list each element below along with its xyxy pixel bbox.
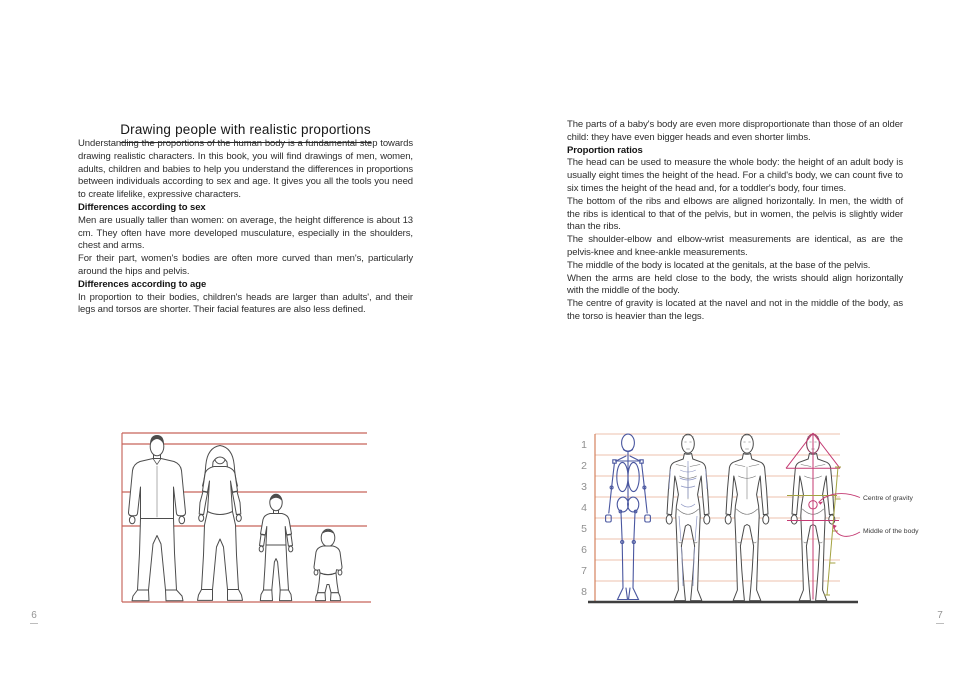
scale-number-7: 7	[581, 565, 587, 577]
right-page-number	[930, 610, 950, 624]
outline-figure	[725, 434, 769, 600]
scale-number-1: 1	[581, 439, 587, 451]
middle-of-body-leader-line	[833, 525, 860, 537]
intro-paragraph: Understanding the proportions of the human body is a fundamental step towards drawing realistic characters. In this book, you will find drawings of men, women, adults, children and babies to help you understand the differences in proportions between individuals according to sex and age. It gives you all the tools you need to create lifelike, expressive characters.	[78, 138, 413, 201]
proportion-diagram-illustration	[572, 420, 967, 615]
sex-paragraph-2: For their part, women's bodies are often more curved than men's, particularly around the hips and pelvis.	[78, 253, 413, 277]
centre-of-gravity-leader-line	[819, 494, 861, 503]
baby-paragraph: The parts of a baby's body are even more disproportionate than those of an older child: they have even bigger heads and even shorter limbs.	[567, 119, 903, 143]
ratios-paragraph-5: When the arms are held close to the body, the wrists should align horizontally with the middle of the body.	[567, 272, 903, 297]
boy-figure	[259, 494, 293, 600]
ratios-paragraph-4: The middle of the body is located at the genitals, at the base of the pelvis.	[567, 259, 871, 271]
sex-paragraph-1: Men are usually taller than women: on average, the height difference is about 13 cm. They often have more developed musculature, especially in the shoulders, chest and arms.	[78, 214, 413, 252]
right-page-number-value: 7	[937, 610, 943, 621]
family-height-chart-illustration	[95, 420, 425, 610]
scale-number-5: 5	[581, 523, 587, 535]
page-title: Drawing people with realistic proportions	[78, 121, 413, 138]
head-scale-numbers	[581, 439, 587, 598]
ratios-paragraph-6: The centre of gravity is located at the navel and not in the middle of the body, as the torso is heavier than the legs.	[567, 298, 903, 322]
left-page-number-value: 6	[31, 610, 37, 621]
page-number-rule	[936, 623, 944, 624]
ratios-paragraph-1: The head can be used to measure the whole body: the height of an adult body is usually eight times the height of the head. For a child's body, we can count five to six times the height of the head and, for a toddler's body, four times.	[567, 157, 903, 194]
left-page-number	[24, 610, 44, 624]
left-page-text-column	[78, 121, 413, 317]
ratios-paragraph-2: The bottom of the ribs and elbows are aligned horizontally. In men, the width of the ribs is identical to that of the pelvis, but in women, the pelvis is slightly wider than the ribs.	[567, 195, 903, 233]
right-page-text-column	[567, 119, 903, 324]
construction-figure	[786, 433, 841, 601]
section-heading-sex: Differences according to sex	[78, 201, 206, 213]
centre-of-gravity-label: Centre of gravity	[863, 495, 913, 502]
skeleton-figure	[606, 434, 651, 599]
age-paragraph: In proportion to their bodies, children's heads are larger than adults', and their legs and torsos are shorter. Their facial features are also less defined.	[78, 291, 413, 316]
anatomy-figure	[666, 434, 710, 600]
man-figure	[128, 435, 185, 601]
ratios-paragraph-3: The shoulder-elbow and elbow-wrist measurements are identical, as are the pelvis-knee and knee-ankle measurements.	[567, 234, 903, 258]
section-heading-age: Differences according to age	[78, 278, 207, 290]
toddler-figure	[314, 529, 342, 600]
scale-number-2: 2	[581, 460, 587, 472]
section-heading-ratios: Proportion ratios	[567, 144, 643, 156]
scale-number-4: 4	[581, 502, 587, 514]
scale-number-3: 3	[581, 481, 587, 493]
middle-of-body-label: Middle of the body	[863, 528, 919, 535]
page-number-rule	[30, 623, 38, 624]
scale-number-6: 6	[581, 544, 587, 556]
scale-number-8: 8	[581, 586, 587, 598]
woman-figure	[198, 446, 243, 601]
middle-of-body-arrowhead	[833, 525, 837, 530]
